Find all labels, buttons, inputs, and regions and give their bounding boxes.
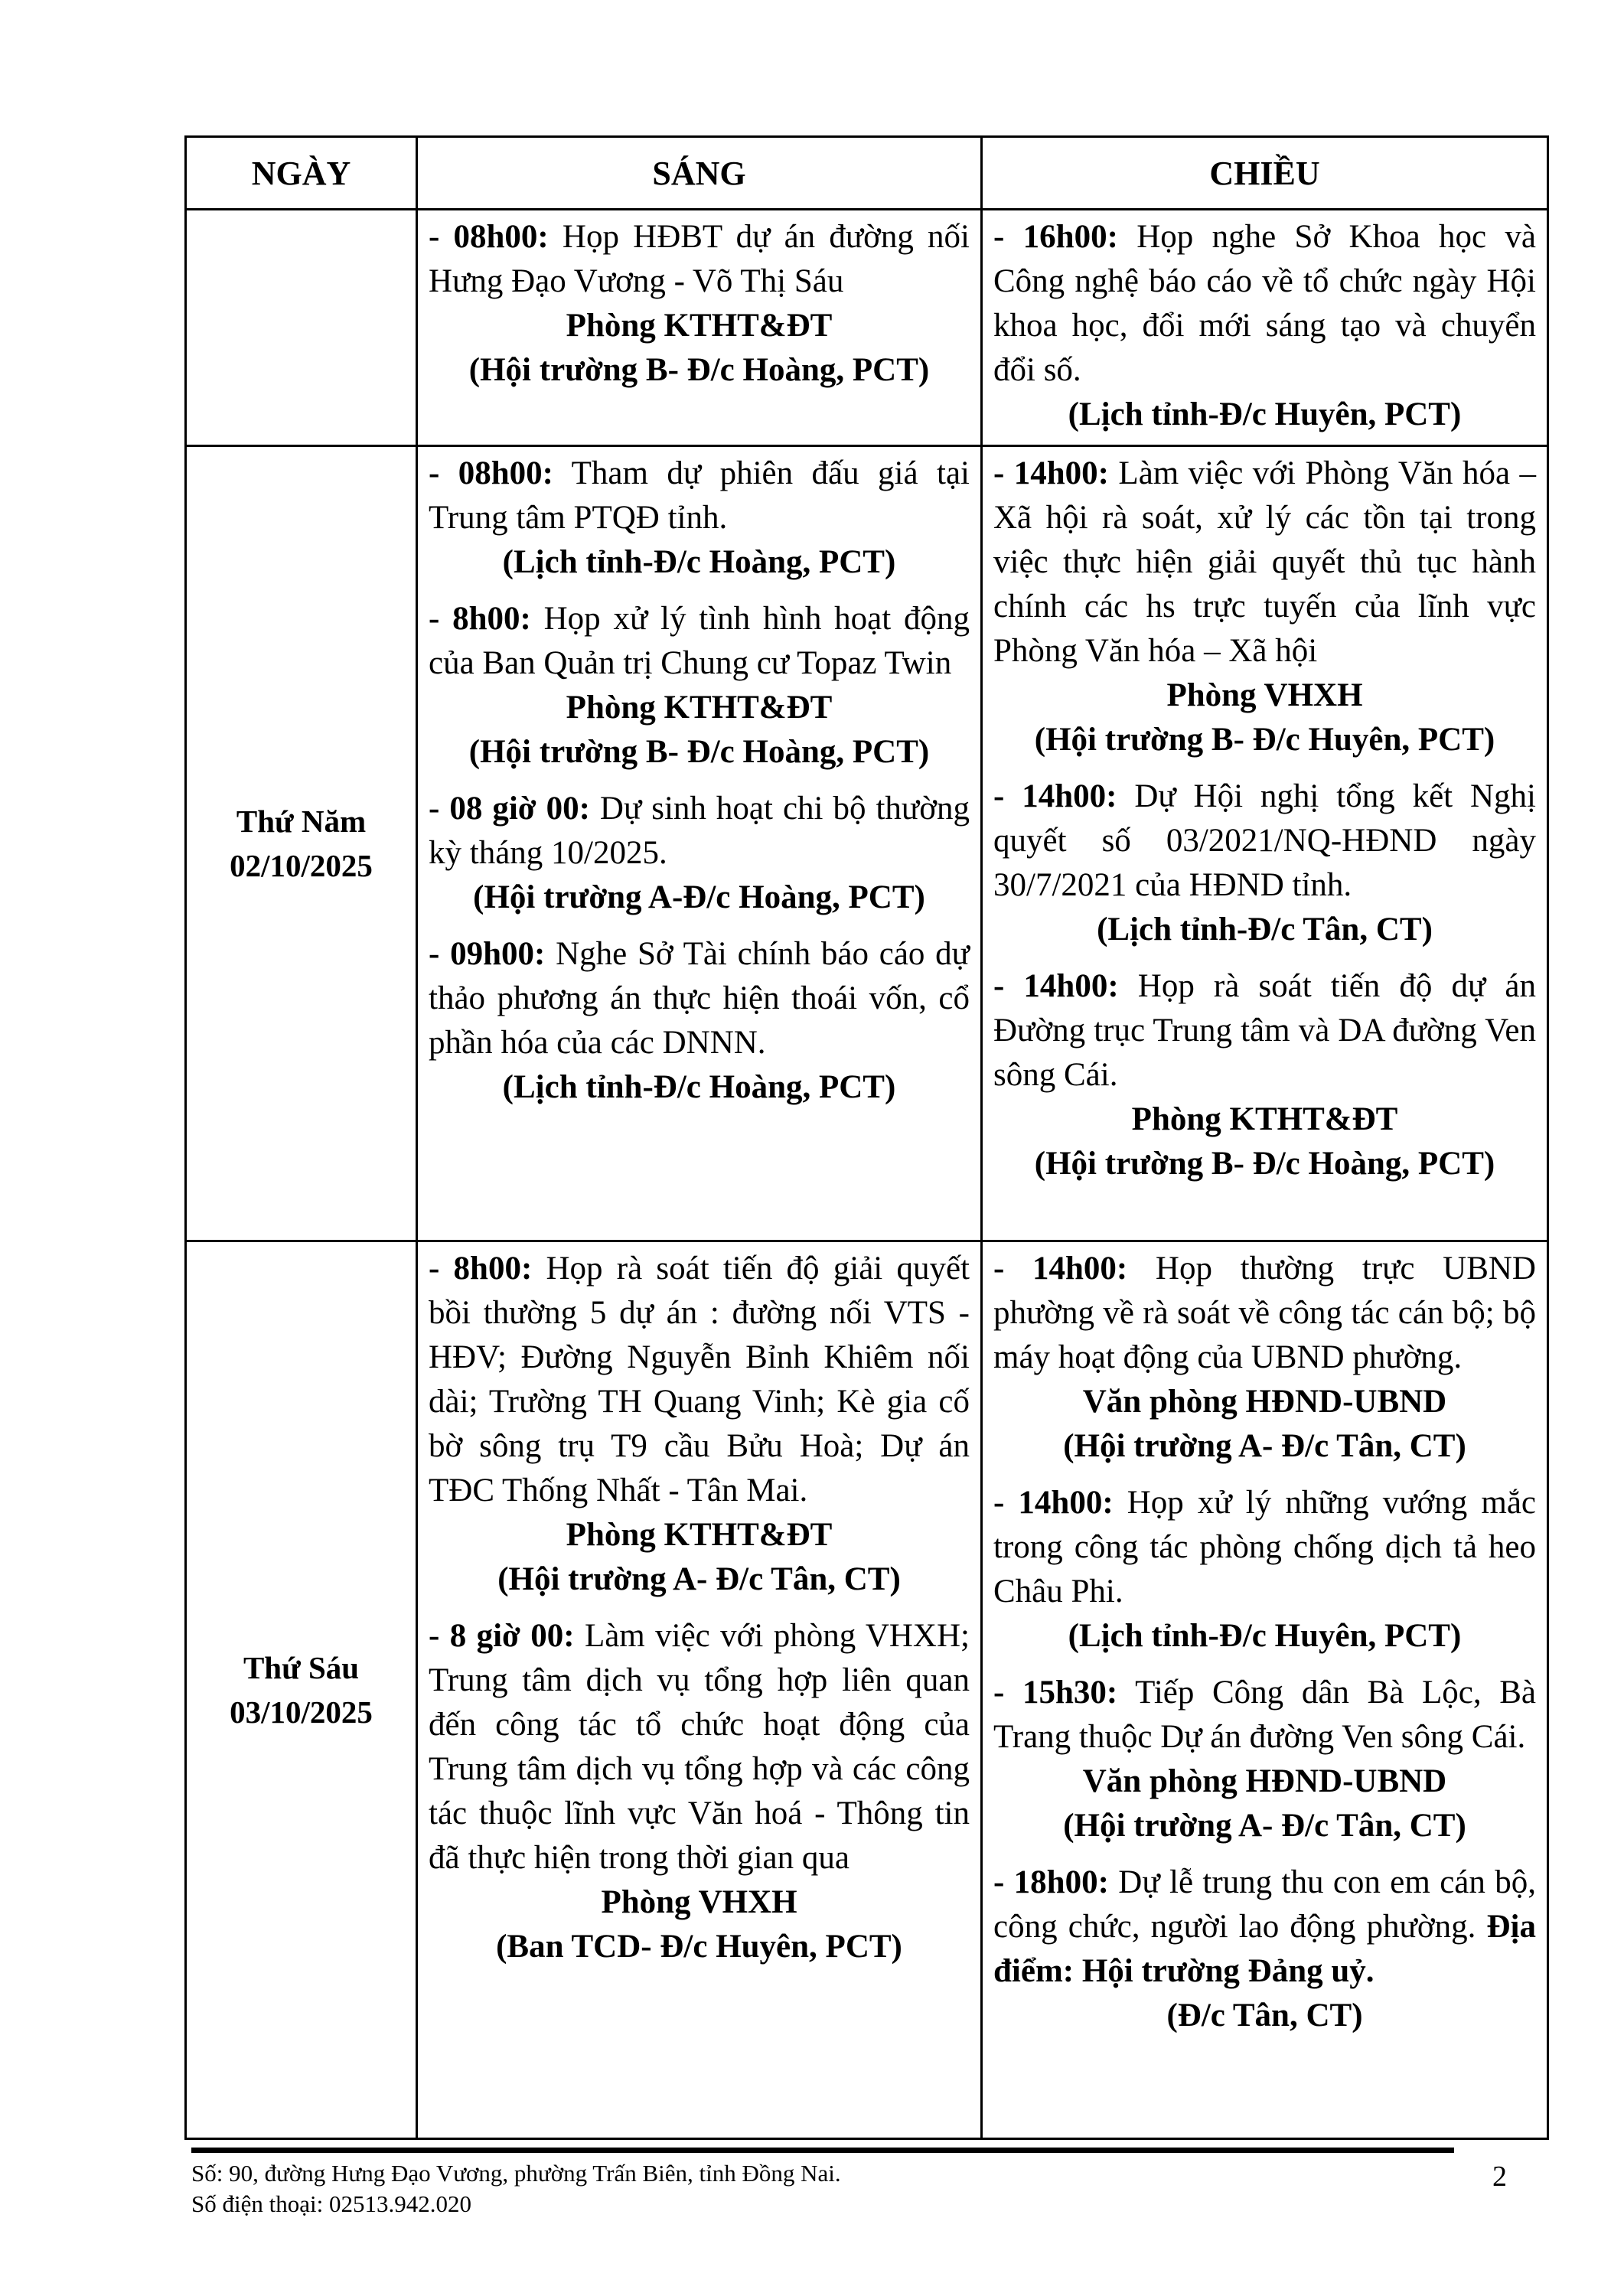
entry-time: - 08h00: xyxy=(429,455,553,491)
entry-department: Phòng KTHT&ĐT xyxy=(566,690,833,726)
entry-venue: (Hội trường B- Đ/c Hoàng, PCT) xyxy=(468,352,930,388)
entry-description: Dự lễ trung thu con em cán bộ, công chức, người lao động phường. xyxy=(993,1864,1536,1945)
entry-time: - 8 giờ 00: xyxy=(429,1618,575,1654)
table-row xyxy=(186,446,1548,1241)
entry-department: Phòng KTHT&ĐT xyxy=(566,308,833,344)
entry-description: Làm việc với Phòng Văn hóa – Xã hội rà soát, xử lý các tồn tại trong việc thực hiện giải quyết thủ tục hành chính các hs trực tuyến của lĩnh vực Phòng Văn hóa – Xã hội xyxy=(993,455,1536,669)
weekday-label: Thứ Sáu xyxy=(243,1650,360,1685)
entry-time: - 08 giờ 00: xyxy=(429,791,590,827)
entry-department: Phòng KTHT&ĐT xyxy=(566,1517,833,1553)
entry-description: Dự sinh hoạt chi bộ thường kỳ tháng 10/2025. xyxy=(429,791,970,871)
entry-venue: (Hội trường B- Đ/c Hoàng, PCT) xyxy=(1034,1146,1495,1182)
entry-time: - 8h00: xyxy=(429,601,531,637)
schedule-entry xyxy=(429,1614,970,1969)
header-day: NGÀY xyxy=(186,137,417,210)
morning-cell xyxy=(417,446,982,1241)
entry-venue: (Lịch tỉnh-Đ/c Tân, CT) xyxy=(1097,912,1433,947)
morning-cell xyxy=(417,210,982,446)
entry-venue: (Hội trường A-Đ/c Hoàng, PCT) xyxy=(473,879,925,915)
date-label: 02/10/2025 xyxy=(230,848,373,883)
entry-time: - 14h00: xyxy=(993,778,1117,814)
schedule-entry xyxy=(993,1861,1536,2038)
table-header-row xyxy=(186,137,1548,210)
entry-department: Văn phòng HĐND-UBND xyxy=(1082,1384,1447,1420)
entry-venue: (Hội trường B- Đ/c Huyên, PCT) xyxy=(1034,722,1495,758)
schedule-entry xyxy=(429,452,970,585)
entry-venue: (Hội trường A- Đ/c Tân, CT) xyxy=(1063,1428,1466,1464)
table-row xyxy=(186,210,1548,446)
entry-venue: (Ban TCD- Đ/c Huyên, PCT) xyxy=(496,1929,902,1965)
entry-time: - 14h00: xyxy=(993,455,1109,491)
entry-department: Phòng KTHT&ĐT xyxy=(1131,1101,1398,1137)
entry-description: Họp nghe Sở Khoa học và Công nghệ báo cáo về tổ chức ngày Hội khoa học, đổi mới sáng tạo và chuyển đổi số. xyxy=(993,219,1536,388)
entry-location: Địa điểm: Hội trường Đảng uỷ. xyxy=(993,1909,1536,1989)
header-afternoon: CHIỀU xyxy=(982,137,1548,210)
entry-venue: (Hội trường A- Đ/c Tân, CT) xyxy=(497,1561,901,1597)
entry-venue: (Lịch tỉnh-Đ/c Hoàng, PCT) xyxy=(502,544,896,580)
entry-time: - 18h00: xyxy=(993,1864,1109,1900)
day-cell xyxy=(186,1241,417,2139)
entry-venue: (Hội trường B- Đ/c Hoàng, PCT) xyxy=(468,734,930,770)
header-morning: SÁNG xyxy=(417,137,982,210)
schedule-entry xyxy=(429,932,970,1110)
entry-department: Phòng VHXH xyxy=(601,1884,797,1920)
entry-department: Phòng VHXH xyxy=(1166,677,1363,713)
schedule-entry xyxy=(993,1671,1536,1848)
entry-time: - 14h00: xyxy=(993,1485,1114,1521)
entry-department: Văn phòng HĐND-UBND xyxy=(1082,1763,1447,1799)
weekday-label: Thứ Năm xyxy=(236,804,367,839)
entry-time: - 15h30: xyxy=(993,1675,1118,1711)
entry-venue: (Đ/c Tân, CT) xyxy=(1166,1998,1363,2033)
morning-cell xyxy=(417,1241,982,2139)
afternoon-cell xyxy=(982,446,1548,1241)
footer xyxy=(191,2158,841,2219)
entry-description: Dự Hội nghị tổng kết Nghị quyết số 03/2021/NQ-HĐND ngày 30/7/2021 của HĐND tỉnh. xyxy=(993,778,1536,903)
entry-venue: (Lịch tỉnh-Đ/c Huyên, PCT) xyxy=(1068,396,1462,432)
entry-description: Tiếp Công dân Bà Lộc, Bà Trang thuộc Dự án đường Ven sông Cái. xyxy=(993,1675,1536,1755)
entry-time: - 09h00: xyxy=(429,936,546,972)
entry-time: - 8h00: xyxy=(429,1251,533,1287)
entry-description: Nghe Sở Tài chính báo cáo dự thảo phương án thực hiện thoái vốn, cổ phần hóa của các DNNN. xyxy=(429,936,970,1061)
schedule-entry xyxy=(993,775,1536,952)
entry-venue: (Hội trường A- Đ/c Tân, CT) xyxy=(1063,1808,1466,1844)
schedule-entry xyxy=(993,452,1536,762)
entry-description: Họp rà soát tiến độ dự án Đường trục Trung tâm và DA đường Ven sông Cái. xyxy=(993,968,1536,1093)
entry-description: Họp xử lý những vướng mắc trong công tác phòng chống dịch tả heo Châu Phi. xyxy=(993,1485,1536,1609)
schedule-entry xyxy=(993,1247,1536,1469)
entry-description: Họp xử lý tình hình hoạt động của Ban Quản trị Chung cư Topaz Twin xyxy=(429,601,970,681)
schedule-table xyxy=(184,135,1549,2140)
schedule-entry xyxy=(429,597,970,775)
entry-time: - 14h00: xyxy=(993,968,1119,1004)
entry-description: Họp HĐBT dự án đường nối Hưng Đạo Vương - Võ Thị Sáu xyxy=(429,219,970,299)
table-row xyxy=(186,1241,1548,2139)
footer-address: Số: 90, đường Hưng Đạo Vương, phường Trấn Biên, tỉnh Đồng Nai. xyxy=(191,2160,841,2187)
schedule-entry xyxy=(993,964,1536,1186)
entry-description: Họp thường trực UBND phường về rà soát về công tác cán bộ; bộ máy hoạt động của UBND phường. xyxy=(993,1251,1536,1375)
schedule-entry xyxy=(993,215,1536,437)
entry-description: Làm việc với phòng VHXH; Trung tâm dịch vụ tổng hợp liên quan đến công tác tổ chức hoạt động của Trung tâm dịch vụ tổng hợp và các công tác thuộc lĩnh vực Văn hoá - Thông tin đã thực hiện trong thời gian qua xyxy=(429,1618,970,1876)
schedule-entry xyxy=(429,215,970,393)
afternoon-cell xyxy=(982,210,1548,446)
entry-description: Họp rà soát tiến độ giải quyết bồi thường 5 dự án : đường nối VTS - HĐV; Đường Nguyễn Bỉnh Khiêm nối dài; Trường TH Quang Vinh; Kè gia cố bờ sông trụ T9 cầu Bửu Hoà; Dự án TĐC Thống Nhất - Tân Mai. xyxy=(429,1251,970,1508)
date-label: 03/10/2025 xyxy=(230,1694,373,1730)
schedule-entry xyxy=(993,1481,1536,1658)
schedule-entry xyxy=(429,787,970,920)
day-cell xyxy=(186,446,417,1241)
day-cell xyxy=(186,210,417,446)
footer-divider xyxy=(191,2148,1454,2153)
page-number: 2 xyxy=(1492,2161,1507,2193)
entry-description: Tham dự phiên đấu giá tại Trung tâm PTQĐ tỉnh. xyxy=(429,455,970,536)
schedule-entry xyxy=(429,1247,970,1602)
entry-venue: (Lịch tỉnh-Đ/c Huyên, PCT) xyxy=(1068,1618,1462,1654)
entry-venue: (Lịch tỉnh-Đ/c Hoàng, PCT) xyxy=(502,1069,896,1105)
entry-time: - 14h00: xyxy=(993,1251,1128,1287)
footer-phone: Số điện thoại: 02513.942.020 xyxy=(191,2190,471,2217)
entry-time: - 16h00: xyxy=(993,219,1118,255)
entry-time: - 08h00: xyxy=(429,219,549,255)
afternoon-cell xyxy=(982,1241,1548,2139)
